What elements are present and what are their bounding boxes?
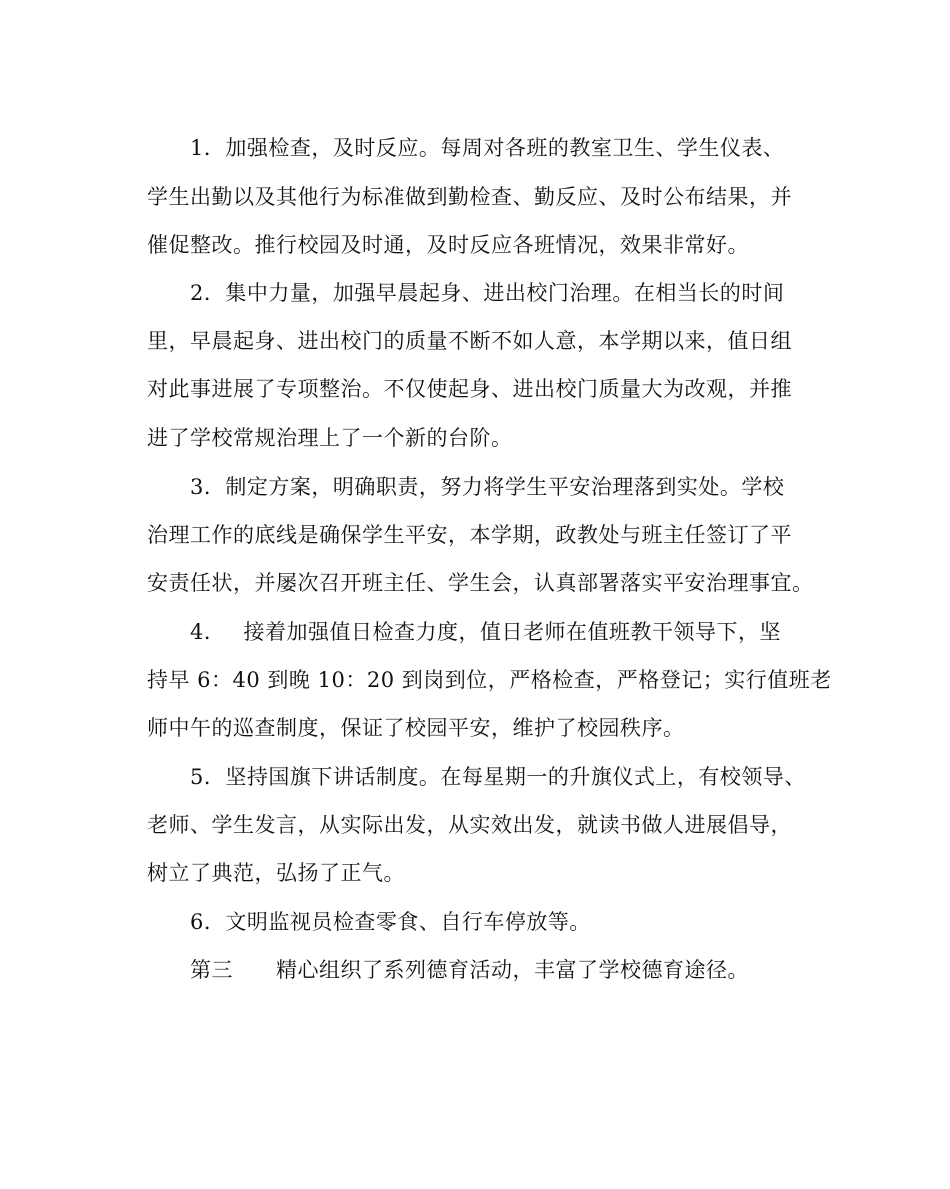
paragraph-3-line-3: 安责任状，并屡次召开班主任、学生会，认真部署落实平安治理事宜。 [147, 571, 814, 595]
paragraph-1-line-3: 催促整改。推行校园及时通，及时反应各班情况，效果非常好。 [147, 233, 749, 257]
paragraph-5-line-3: 树立了典范，弘扬了正气。 [147, 861, 405, 885]
section-heading-line: 第三 精心组织了系列德育活动，丰富了学校德育途径。 [190, 958, 749, 982]
paragraph-4-line-3: 师中午的巡查制度，保证了校园平安，维护了校园秩序。 [147, 716, 685, 740]
paragraph-5-line-2: 老师、学生发言，从实际出发，从实效出发，就读书做人进展倡导， [147, 813, 792, 837]
paragraph-3-line-1: 3．制定方案，明确职责，努力将学生平安治理落到实处。学校 [190, 475, 785, 499]
paragraph-1-line-1: 1．加强检查，及时反应。每周对各班的教室卫生、学生仪表、 [190, 136, 785, 160]
paragraph-2-line-4: 进了学校常规治理上了一个新的台阶。 [147, 426, 513, 450]
paragraph-2-line-1: 2．集中力量，加强早晨起身、进出校门治理。在相当长的时间 [190, 281, 785, 305]
paragraph-4-line-1: 4． 接着加强值日检查力度，值日老师在值班教干领导下，坚 [190, 620, 782, 644]
paragraph-2-line-3: 对此事进展了专项整治。不仅使起身、进出校门质量大为改观，并推 [147, 377, 792, 401]
paragraph-5-line-1: 5．坚持国旗下讲话制度。在每星期一的升旗仪式上，有校领导、 [190, 765, 806, 789]
paragraph-1-line-2: 学生出勤以及其他行为标准做到勤检查、勤反应、及时公布结果，并 [147, 185, 792, 209]
paragraph-2-line-2: 里，早晨起身、进出校门的质量不断不如人意，本学期以来，值日组 [147, 329, 792, 353]
paragraph-3-line-2: 治理工作的底线是确保学生平安，本学期，政教处与班主任签订了平 [147, 523, 792, 547]
paragraph-4-line-2: 持早 6：40 到晚 10：20 到岗到位，严格检查，严格登记；实行值班老 [147, 668, 832, 692]
paragraph-6-line-1: 6．文明监视员检查零食、自行车停放等。 [190, 910, 591, 934]
